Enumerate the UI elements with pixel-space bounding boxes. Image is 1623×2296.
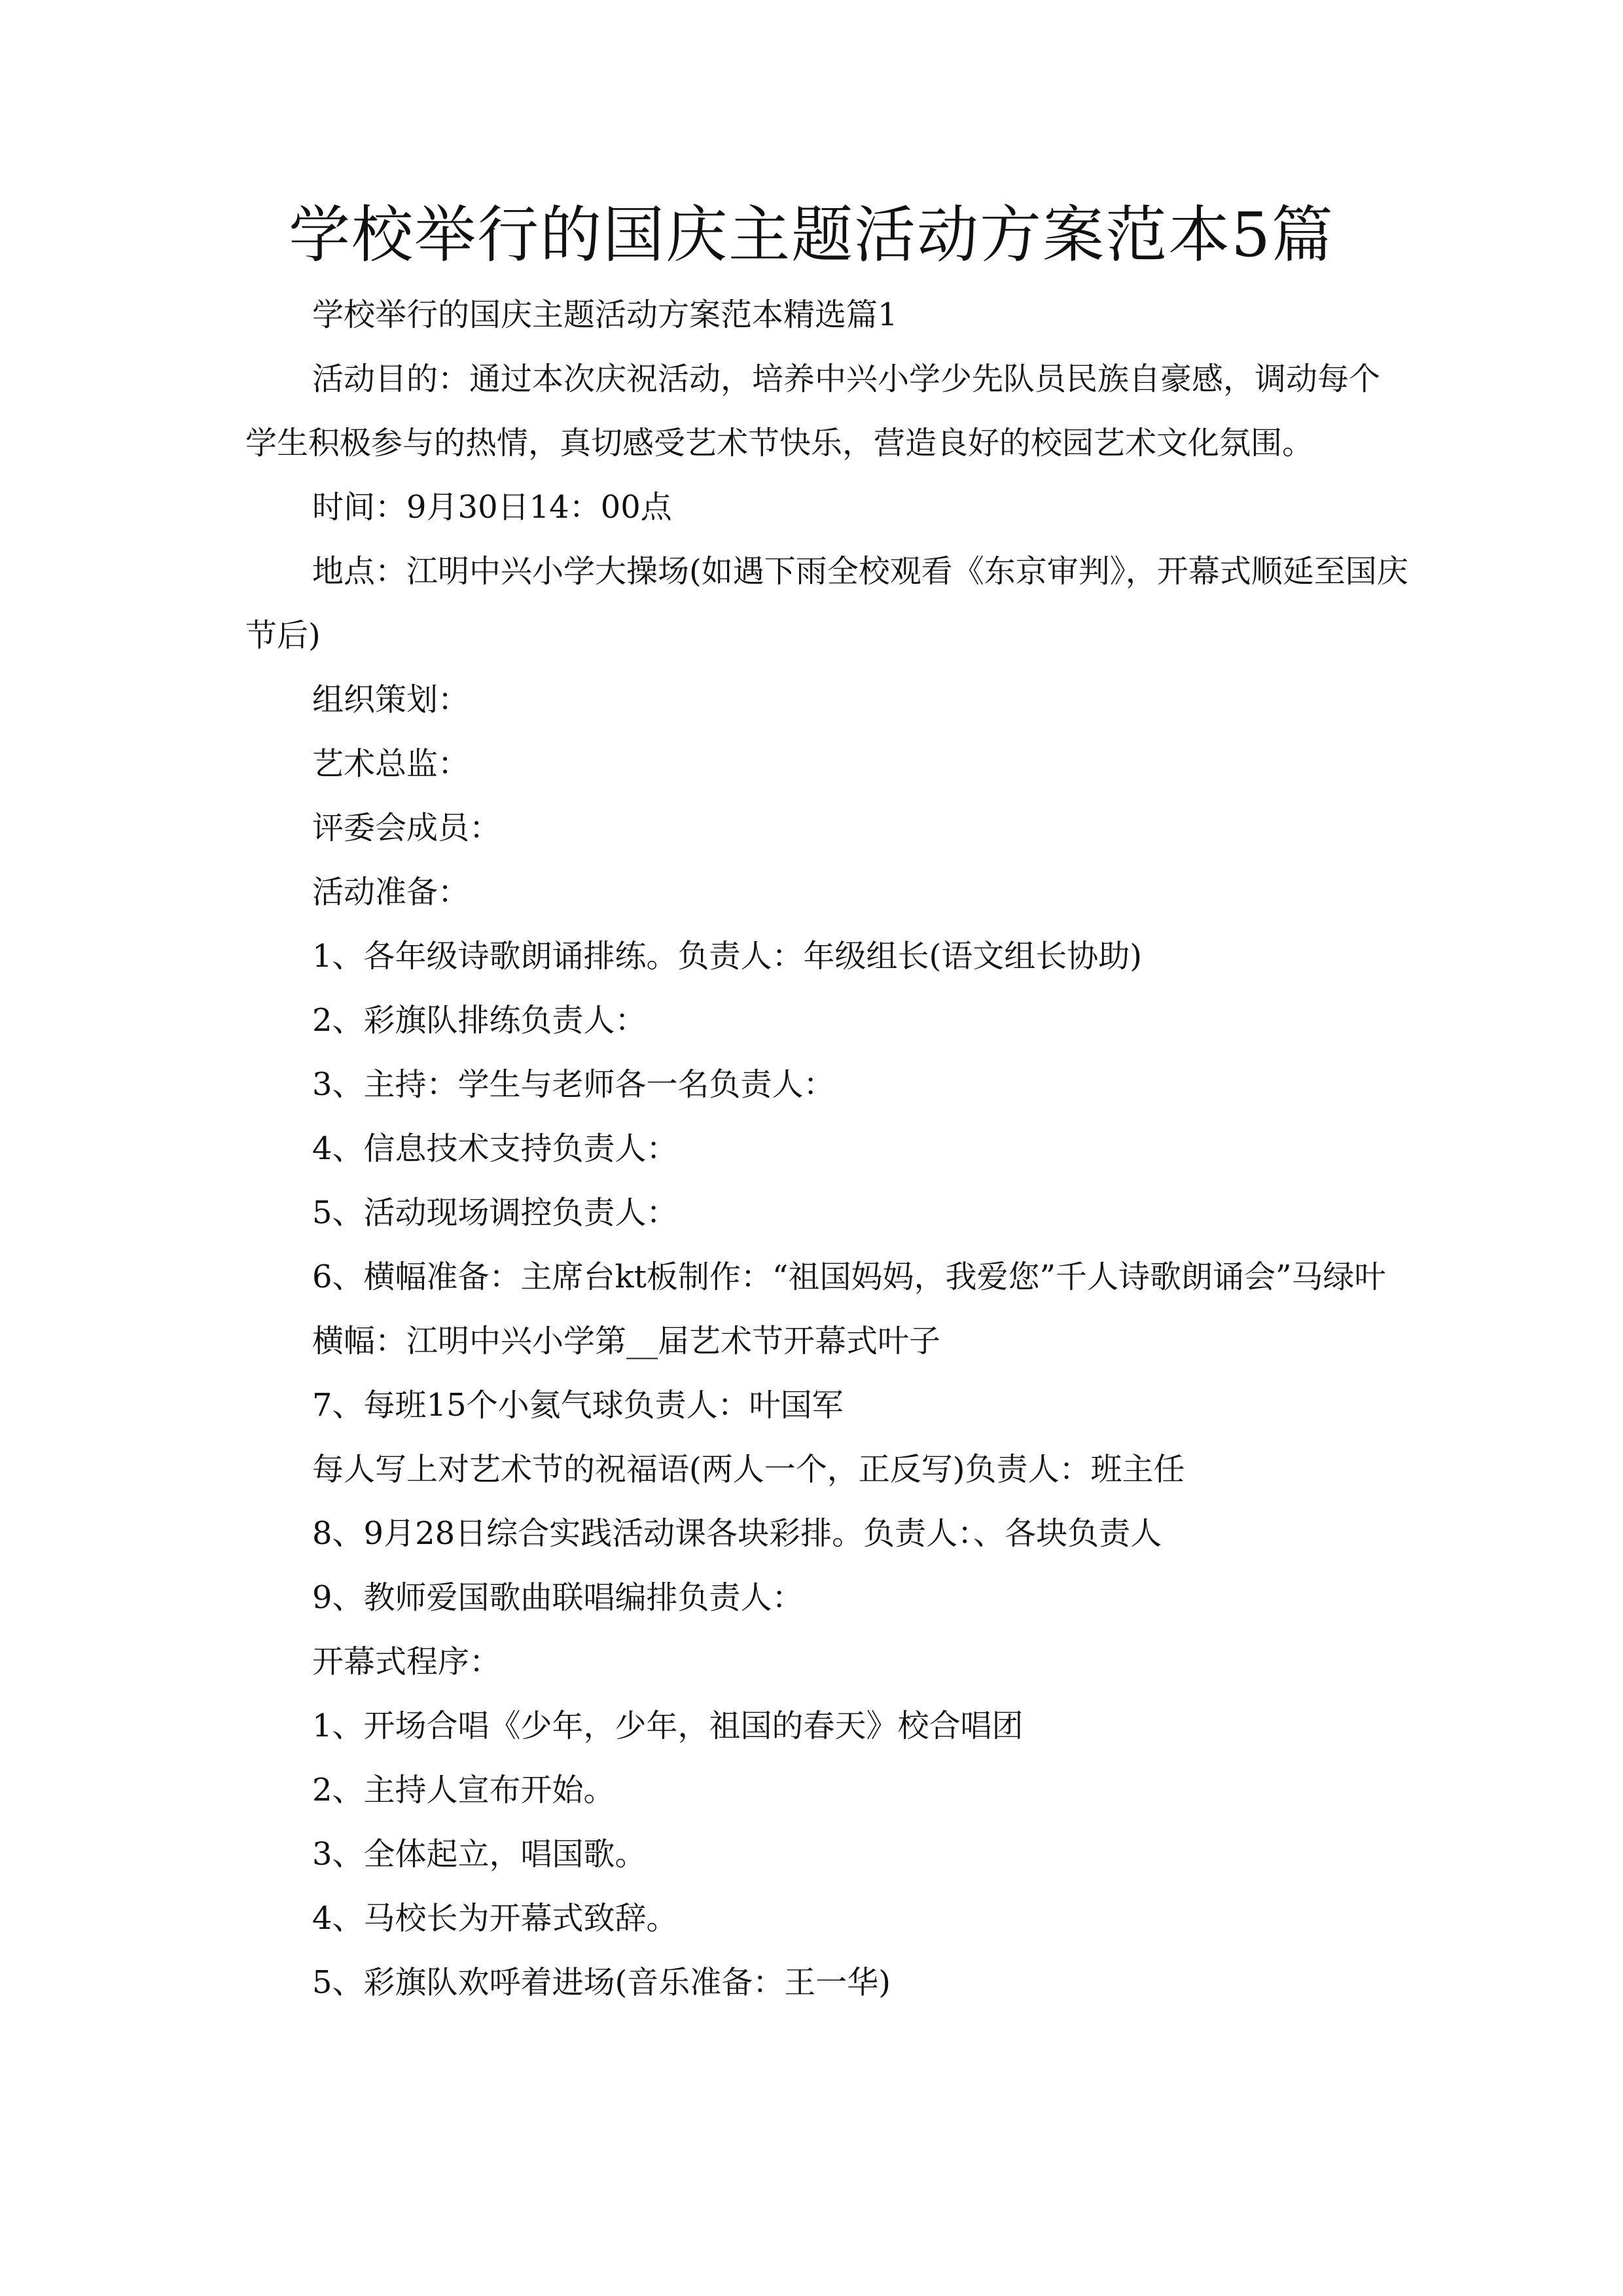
paragraph-purpose: 活动目的：通过本次庆祝活动，培养中兴小学少先队员民族自豪感，调动每个学生积极参与的热情，真切感受艺术节快乐，营造良好的校园艺术文化氛围。 bbox=[245, 361, 1381, 461]
paragraph-location: 地点：江明中兴小学大操场(如遇下雨全校观看《东京审判》，开幕式顺延至国庆节后) bbox=[245, 553, 1408, 654]
paragraph-art-director: 艺术总监： bbox=[312, 745, 470, 782]
list-item: 9、教师爱国歌曲联唱编排负责人： bbox=[312, 1579, 804, 1616]
paragraph-opening-program: 开幕式程序： bbox=[312, 1643, 501, 1680]
list-item: 1、开场合唱《少年，少年，祖国的春天》校合唱团 bbox=[312, 1708, 1024, 1744]
document-body bbox=[245, 283, 1410, 2015]
list-item: 5、活动现场调控负责人： bbox=[312, 1194, 678, 1231]
paragraph-preparation: 活动准备： bbox=[312, 874, 470, 910]
list-item: 6、横幅准备：主席台kt板制作：“祖国妈妈，我爱您”千人诗歌朗诵会”马绿叶 bbox=[312, 1259, 1386, 1295]
paragraph-jury: 评委会成员： bbox=[312, 810, 501, 846]
section-heading: 学校举行的国庆主题活动方案范本精选篇1 bbox=[312, 296, 898, 333]
list-item: 3、主持：学生与老师各一名负责人： bbox=[312, 1066, 835, 1103]
list-item: 8、9月28日综合实践活动课各块彩排。负责人：、各块负责人 bbox=[312, 1515, 1162, 1552]
list-item: 4、信息技术支持负责人： bbox=[312, 1130, 678, 1167]
list-item: 4、马校长为开幕式致辞。 bbox=[312, 1900, 678, 1937]
list-item: 2、主持人宣布开始。 bbox=[312, 1772, 615, 1808]
paragraph-organizer: 组织策划： bbox=[312, 681, 470, 718]
list-item: 7、每班15个小氦气球负责人：叶国军 bbox=[312, 1387, 844, 1424]
paragraph-time: 时间：9月30日14：00点 bbox=[312, 489, 672, 526]
list-item: 2、彩旗队排练负责人： bbox=[312, 1002, 647, 1039]
list-item: 横幅：江明中兴小学第__届艺术节开幕式叶子 bbox=[312, 1323, 941, 1359]
document-title: 学校举行的国庆主题活动方案范本5篇 bbox=[289, 200, 1334, 271]
list-item: 1、各年级诗歌朗诵排练。负责人：年级组长(语文组长协助) bbox=[312, 938, 1142, 975]
list-item: 3、全体起立，唱国歌。 bbox=[312, 1836, 647, 1873]
list-item: 每人写上对艺术节的祝福语(两人一个，正反写)负责人：班主任 bbox=[312, 1451, 1185, 1488]
list-item: 5、彩旗队欢呼着进场(音乐准备：王一华) bbox=[312, 1964, 891, 2001]
